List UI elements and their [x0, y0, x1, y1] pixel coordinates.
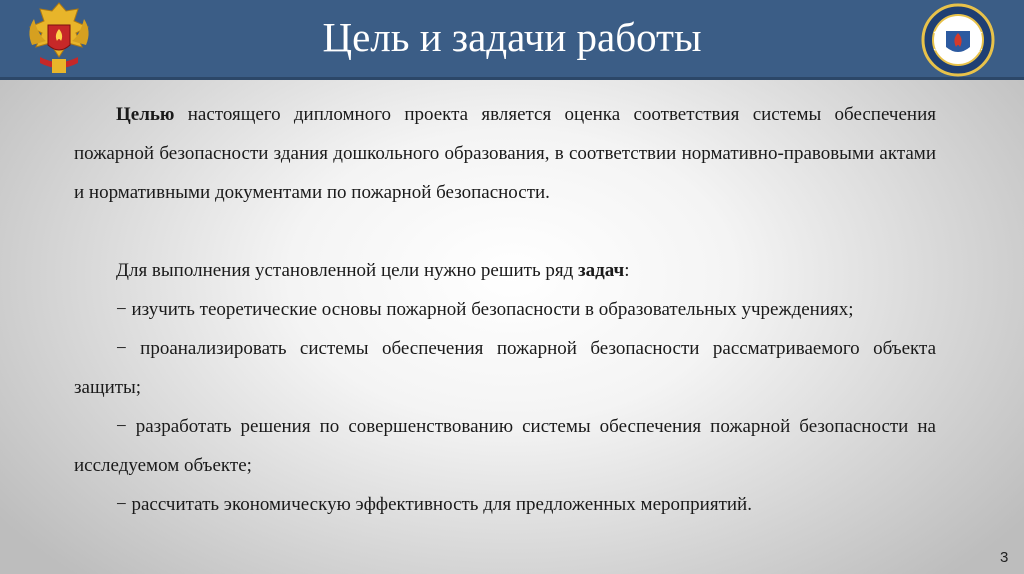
slide-body — [74, 95, 936, 524]
department-round-seal-icon — [920, 3, 996, 77]
spacer — [74, 212, 936, 251]
task-item: − изучить теоретические основы пожарной безопасности в образовательных учреждениях; — [116, 299, 854, 320]
task-item: − проанализировать системы обеспечения пожарной безопасности рассматриваемого объекта защиты; — [74, 338, 936, 398]
tasks-intro-text: Для выполнения установленной цели нужно решить ряд — [116, 260, 579, 281]
tasks-intro — [74, 251, 936, 290]
page-title: Цель и задачи работы — [322, 14, 702, 60]
goal-text: настоящего дипломного проекта является оценка соответствия системы обеспечения пожарной безопасности здания дошкольного образования, в соответствии нормативно-правовыми актами и нормативными документами по пожарной безопасности. — [74, 104, 936, 203]
tasks-intro-bold: задач — [578, 260, 625, 281]
tasks-intro-colon: : — [624, 260, 630, 281]
task-item: − разработать решения по совершенствованию системы обеспечения пожарной безопасности на исследуемом объекте; — [74, 416, 936, 476]
page-number: 3 — [1000, 549, 1009, 566]
goal-lead: Целью — [116, 104, 175, 125]
goal-paragraph — [74, 95, 936, 212]
task-item: − рассчитать экономическую эффективность для предложенных мероприятий. — [116, 494, 752, 515]
